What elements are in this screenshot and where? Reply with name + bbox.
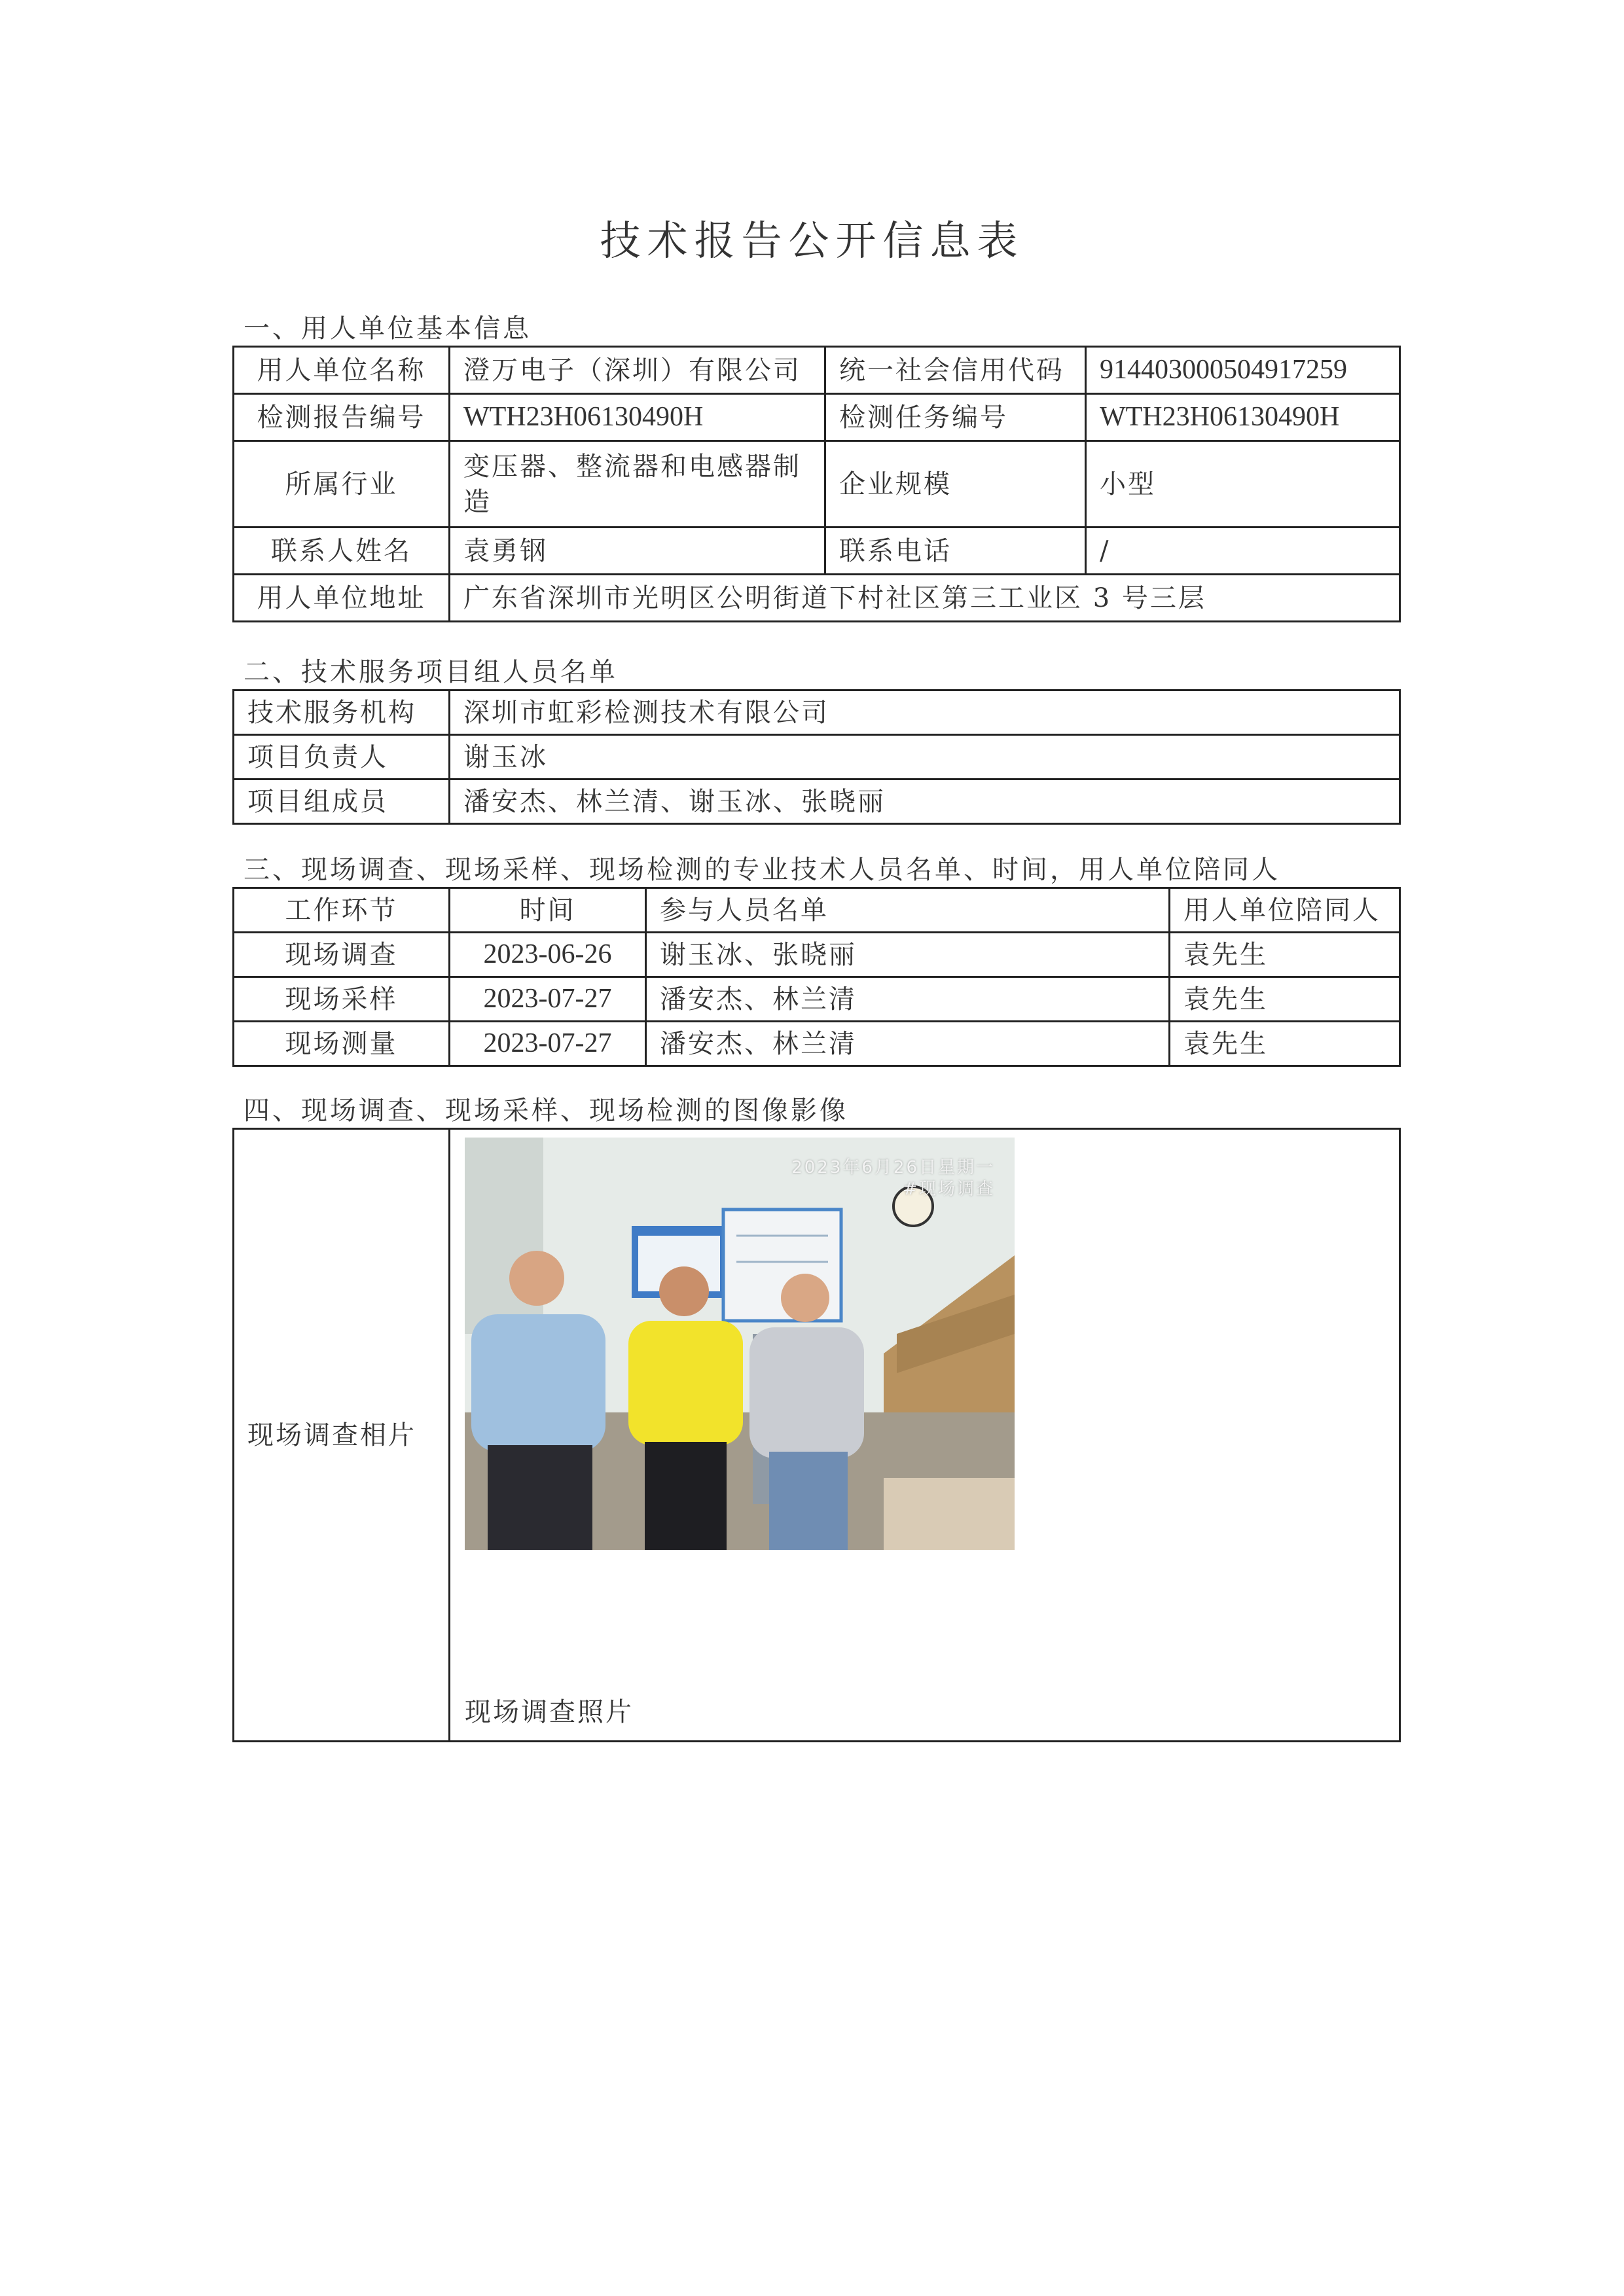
table-row: [234, 528, 1400, 575]
header-members: 参与人员名单: [646, 888, 1170, 933]
date-cell: 2023-07-27: [450, 977, 646, 1022]
label-company-name: 用人单位名称: [234, 347, 450, 394]
section-heading-team: 二、技术服务项目组人员名单: [244, 657, 618, 687]
members-cell: 潘安杰、林兰清: [646, 977, 1170, 1022]
photo-timestamp-watermark: [791, 1157, 995, 1200]
label-company-address: 用人单位地址: [234, 575, 450, 622]
table-row: [234, 394, 1400, 441]
table-row: [234, 691, 1400, 735]
value-report-number: WTH23H06130490H: [450, 394, 825, 441]
table-row: [234, 780, 1400, 824]
photo-cell: [450, 1129, 1400, 1742]
section-heading-basic-info: 一、用人单位基本信息: [244, 314, 532, 344]
label-task-number: 检测任务编号: [825, 394, 1086, 441]
escort-cell: 袁先生: [1170, 1022, 1400, 1066]
date-cell: 2023-07-27: [450, 1022, 646, 1066]
label-site-photo: 现场调查相片: [234, 1129, 450, 1742]
value-company-address: 广东省深圳市光明区公明街道下村社区第三工业区 3 号三层: [450, 575, 1400, 622]
stage-cell: 现场调查: [234, 933, 450, 977]
value-credit-code: 914403000504917259: [1086, 347, 1400, 394]
table-row: [234, 735, 1400, 780]
label-credit-code: 统一社会信用代码: [825, 347, 1086, 394]
value-task-number: WTH23H06130490H: [1086, 394, 1400, 441]
photo-stamp-date: 2023年6月26日星期一: [791, 1158, 995, 1177]
stage-cell: 现场采样: [234, 977, 450, 1022]
table-row: [234, 441, 1400, 528]
members-cell: 潘安杰、林兰清: [646, 1022, 1170, 1066]
label-team-members: 项目组成员: [234, 780, 450, 824]
table-header-row: [234, 888, 1400, 933]
team-table: [232, 689, 1401, 825]
table-row: [234, 347, 1400, 394]
photo-caption: 现场调查照片: [465, 1697, 634, 1727]
section-heading-images: 四、现场调查、现场采样、现场检测的图像影像: [244, 1096, 848, 1126]
value-company-scale: 小型: [1086, 441, 1400, 528]
page-title: 技术报告公开信息表: [600, 217, 1024, 264]
date-cell: 2023-06-26: [450, 933, 646, 977]
label-contact-name: 联系人姓名: [234, 528, 450, 575]
header-stage: 工作环节: [234, 888, 450, 933]
value-industry: 变压器、整流器和电感器制造: [450, 441, 825, 528]
label-contact-phone: 联系电话: [825, 528, 1086, 575]
header-date: 时间: [450, 888, 646, 933]
value-team-members: 潘安杰、林兰清、谢玉冰、张晓丽: [450, 780, 1400, 824]
value-contact-name: 袁勇钢: [450, 528, 825, 575]
site-survey-photo: [465, 1138, 1015, 1550]
section-heading-field-staff: 三、现场调查、现场采样、现场检测的专业技术人员名单、时间，用人单位陪同人: [244, 855, 1280, 885]
escort-cell: 袁先生: [1170, 977, 1400, 1022]
value-service-org: 深圳市虹彩检测技术有限公司: [450, 691, 1400, 735]
table-row: [234, 977, 1400, 1022]
table-row: [234, 1129, 1400, 1742]
label-project-lead: 项目负责人: [234, 735, 450, 780]
members-cell: 谢玉冰、张晓丽: [646, 933, 1170, 977]
label-industry: 所属行业: [234, 441, 450, 528]
table-row: [234, 933, 1400, 977]
table-row: [234, 1022, 1400, 1066]
value-company-name: 澄万电子（深圳）有限公司: [450, 347, 825, 394]
images-table: [232, 1128, 1401, 1742]
photo-stamp-tag: #现场调查: [903, 1179, 995, 1199]
label-service-org: 技术服务机构: [234, 691, 450, 735]
escort-cell: 袁先生: [1170, 933, 1400, 977]
field-staff-table: [232, 887, 1401, 1067]
header-escort: 用人单位陪同人: [1170, 888, 1400, 933]
label-company-scale: 企业规模: [825, 441, 1086, 528]
label-report-number: 检测报告编号: [234, 394, 450, 441]
stage-cell: 现场测量: [234, 1022, 450, 1066]
value-project-lead: 谢玉冰: [450, 735, 1400, 780]
value-contact-phone: /: [1086, 528, 1400, 575]
basic-info-table: [232, 346, 1401, 622]
table-row: [234, 575, 1400, 622]
